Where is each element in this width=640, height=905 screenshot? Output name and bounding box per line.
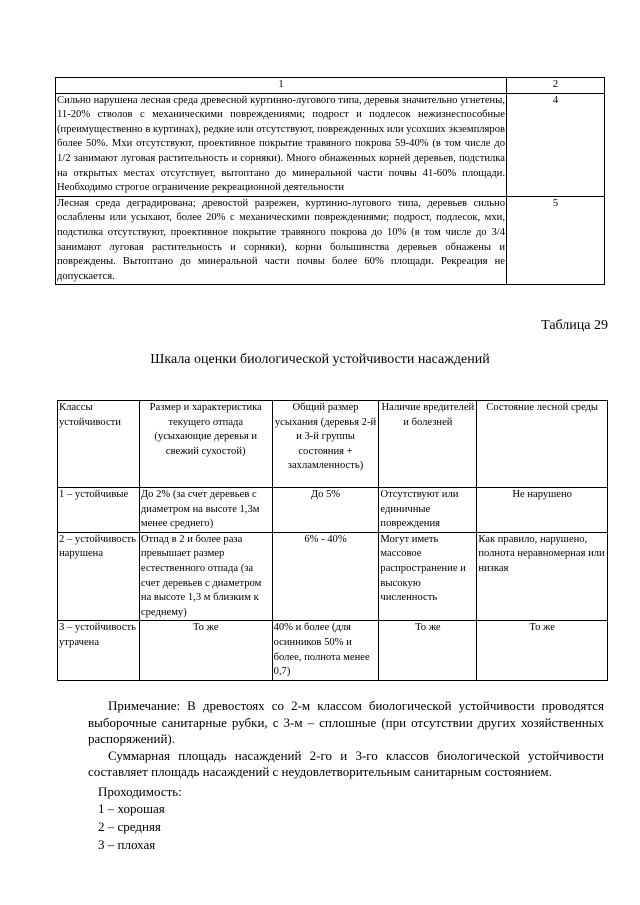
- table-title: Шкала оценки биологической устойчивости насаждений: [150, 352, 490, 367]
- cell-total-drying: 40% и более (для осинников 50% и более, полнота менее 0,7): [272, 621, 379, 680]
- passability-item: 3 – плохая: [98, 837, 156, 852]
- cell-class: 2 – устойчивость нарушена: [58, 532, 140, 621]
- table-row: [56, 93, 605, 196]
- col-header-pests: Наличие вредителей и болезней: [379, 401, 477, 488]
- table-label: Таблица 29: [541, 318, 608, 333]
- col-header-2: 2: [507, 78, 605, 94]
- col-header-total-drying: Общий размер усыхания (деревья 2-й и 3-й группы состояния + захламленность): [272, 401, 379, 488]
- cell-mortality: Отпад в 2 и более раза превышает размер естественного отпада (за счет деревьев с диаметром на высоте 1,3 м близким к среднему): [139, 532, 272, 621]
- col-header-mortality: Размер и характеристика текущего отпада (усыхающие деревья и свежий сухостой): [139, 401, 272, 488]
- passability-title: Проходимость:: [98, 784, 182, 799]
- passability-item: 1 – хорошая: [98, 801, 165, 816]
- row-description: Сильно нарушена лесная среда древесной куртинно-лугового типа, деревья значительно угнетены, 11-20% стволов с механическими повреждениями; подрост и подлесок нежизнеспособные (преимущественно в куртинах), редкие или отсутствуют, поврежденных или усохших экземпляров более 50%. Мхи отсутствуют, проективное покрытие травяного покрова 59-40% (в том числе до 1/2 занимают луговая растительность и сорняки). Много обнаженных корней деревьев, подстилка на открытых местах отсутствует, вытоптано до минеральной части почвы 41-60% площади. Необходимо строгое ограничение рекреационной деятельности: [56, 93, 507, 196]
- recreation-table: [55, 77, 605, 285]
- row-description: Лесная среда деградирована; древостой разрежен, куртинно-лугового типа, деревьев сильно ослаблены или усыхают, более 20% с механическими повреждениями; подрост, подлесок, мхи, подстилка отсутствуют, проективное покрытие травяного покрова до 10% (в том числе до 3/4 занимают луговая растительность и сорняки), корни большинства деревьев обнажены и повреждены. Вытоптано до минеральной части почвы более 60% площади. Рекреация не допускается.: [56, 196, 507, 285]
- cell-environment: То же: [477, 621, 608, 680]
- col-header-environment: Состояние лесной среды: [477, 401, 608, 488]
- notes-block: [88, 698, 604, 781]
- cell-class: 3 – устойчивость утрачена: [58, 621, 140, 680]
- col-header-classes: Классы устойчивости: [58, 401, 140, 488]
- cell-pests: То же: [379, 621, 477, 680]
- cell-class: 1 – устойчивые: [58, 488, 140, 533]
- note-paragraph: Примечание: В древостоях со 2-м классом биологической устойчивости проводятся выборочные санитарные рубки, с 3-м – сплошные (при отсутствии других хозяйственных распоряжений).: [88, 698, 604, 746]
- cell-mortality: До 2% (за счет деревьев с диаметром на высоте 1,3м менее среднего): [139, 488, 272, 533]
- cell-environment: Не нарушено: [477, 488, 608, 533]
- cell-pests: Могут иметь массовое распространение и высокую численность: [379, 532, 477, 621]
- row-score: 4: [507, 93, 605, 196]
- row-score: 5: [507, 196, 605, 285]
- table-row: [58, 532, 608, 621]
- passability-item: 2 – средняя: [98, 819, 161, 834]
- cell-environment: Как правило, нарушено, полнота неравномерная или низкая: [477, 532, 608, 621]
- col-header-1: 1: [56, 78, 507, 94]
- cell-pests: Отсутствуют или единичные повреждения: [379, 488, 477, 533]
- stability-table: [57, 400, 608, 681]
- table-row: [56, 196, 605, 285]
- cell-total-drying: 6% - 40%: [272, 532, 379, 621]
- cell-total-drying: До 5%: [272, 488, 379, 533]
- table-row: [58, 621, 608, 680]
- cell-mortality: То же: [139, 621, 272, 680]
- table-row: [58, 488, 608, 533]
- note-paragraph: Суммарная площадь насаждений 2-го и 3-го классов биологической устойчивости составляет площадь насаждений с неудовлетворительным санитарным состоянием.: [88, 747, 604, 779]
